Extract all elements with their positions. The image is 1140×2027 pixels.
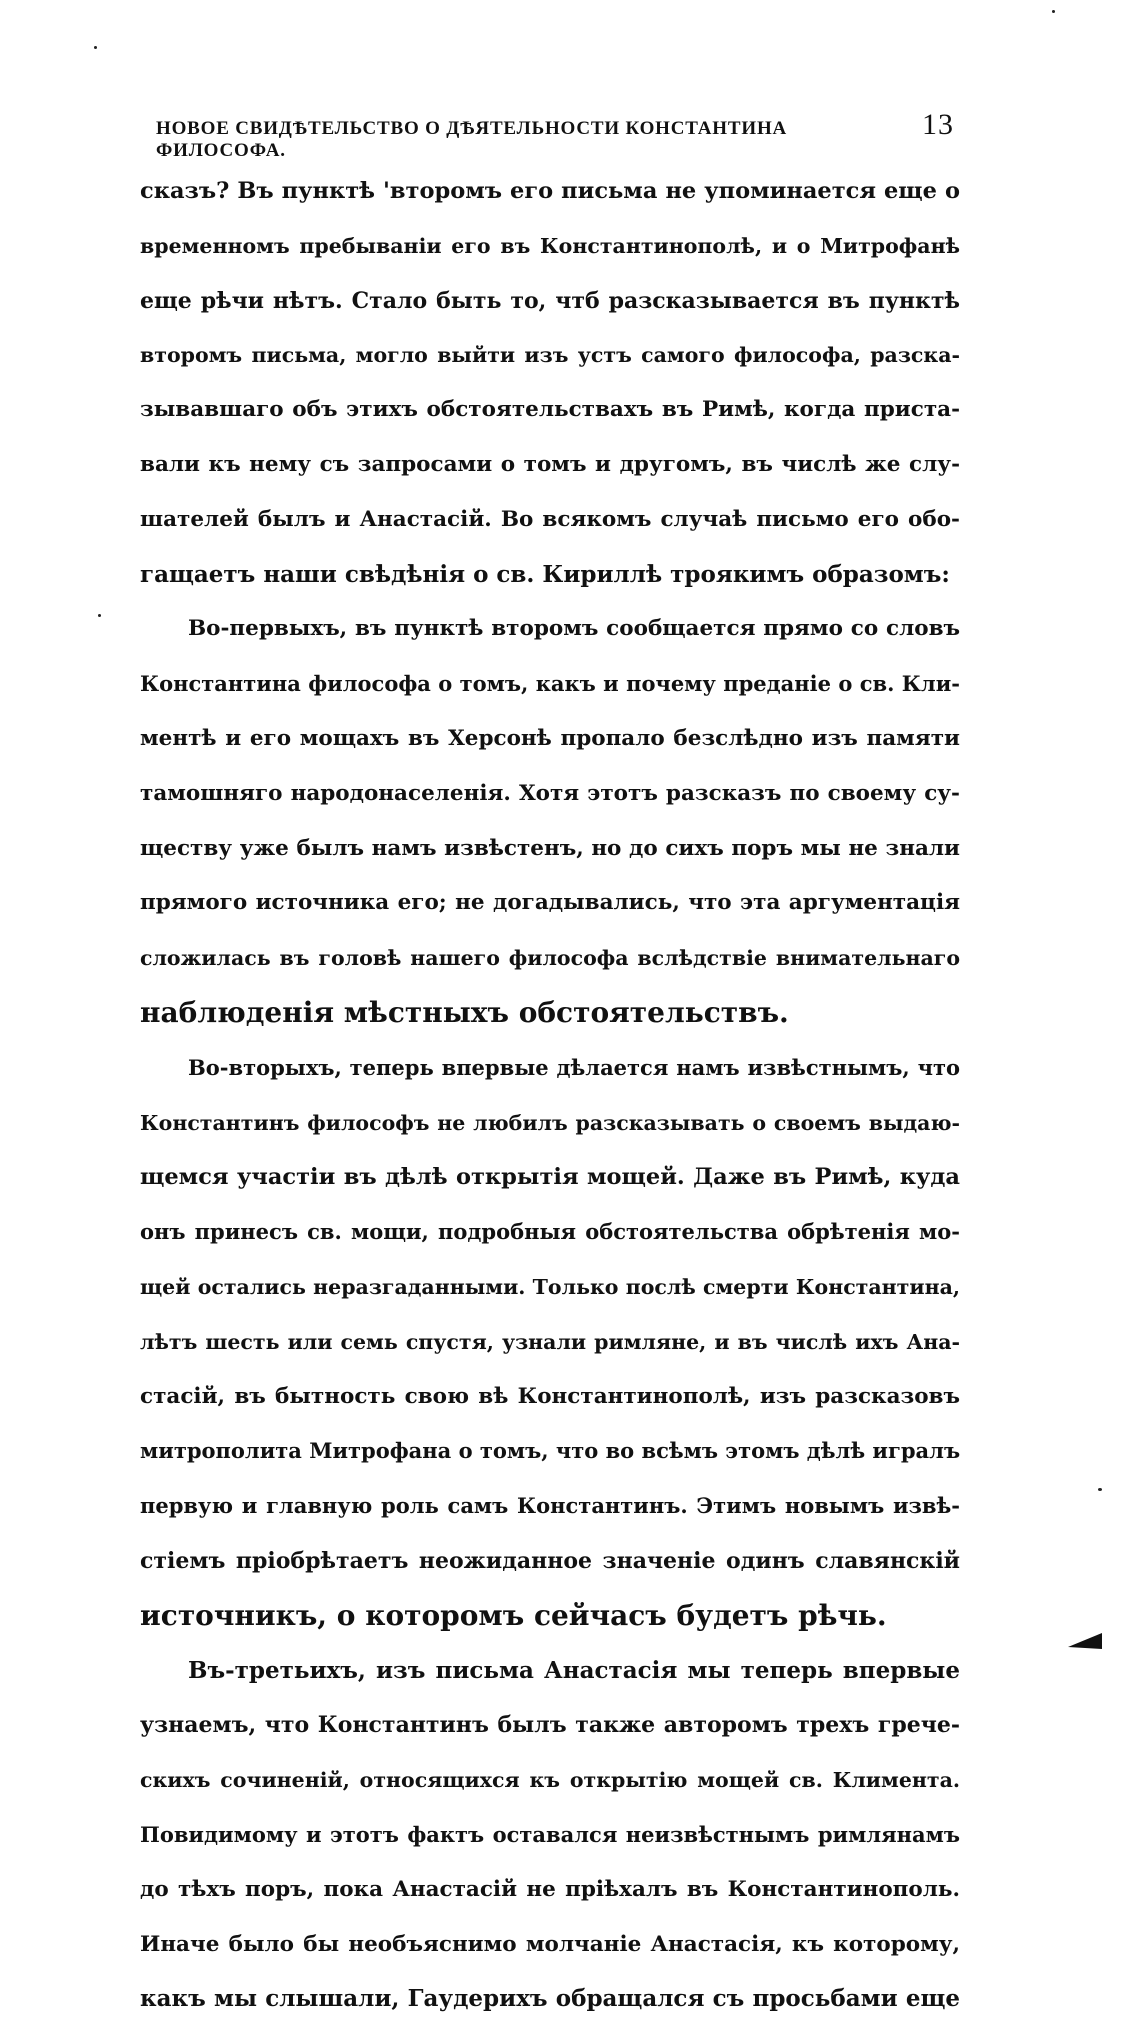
text-line: до тѣхъ поръ, пока Анастасій не пріѣхалъ въ Константинополь. (140, 1876, 960, 1902)
text-line: тамошняго народонаселенія. Хотя этотъ разсказъ по своему су- (140, 780, 960, 806)
text-line: еще рѣчи нѣтъ. Стало быть то, чтб разсказывается въ пунктѣ (140, 287, 960, 314)
text-line: стіемъ пріобрѣтаетъ неожиданное значеніе одинъ славянскій (140, 1547, 960, 1574)
paragraph-first-line: Въ-третьихъ, изъ письма Анастасія мы теперь впервые (188, 1656, 960, 1684)
text-line: первую и главную роль самъ Константинъ. Этимъ новымъ извѣ- (140, 1493, 960, 1519)
text-line: митрополита Митрофана о томъ, что во всѣмъ этомъ дѣлѣ игралъ (140, 1438, 960, 1464)
text-line: Иначе было бы необъяснимо молчаніе Анастасія, къ которому, (140, 1931, 960, 1957)
text-line: прямого источника его; не догадывались, что эта аргументація (140, 890, 960, 916)
text-line: стасій, въ бытность свою вѣ Константинополѣ, изъ разсказовъ (140, 1383, 960, 1409)
body-text (140, 164, 960, 2027)
scan-speck (1052, 10, 1055, 13)
text-line: Константина философа о томъ, какъ и почему преданіе о св. Кли- (140, 671, 960, 697)
text-line: зывавшаго объ этихъ обстоятельствахъ въ Римѣ, когда приста- (140, 397, 960, 423)
text-line: онъ принесъ св. мощи, подробныя обстоятельства обрѣтенія мо- (140, 1219, 960, 1245)
text-line: Константинъ философъ не любилъ разсказывать о своемъ выдаю- (140, 1110, 960, 1135)
page-number: 13 (922, 108, 954, 141)
text-line: ментѣ и его мощахъ въ Херсонѣ пропало безслѣдно изъ памяти (140, 725, 960, 751)
text-line: вали къ нему съ запросами о томъ и другомъ, въ числѣ же слу- (140, 451, 960, 477)
text-line: наблюденія мѣстныхъ обстоятельствъ. (140, 995, 789, 1029)
text-line: ществу уже былъ намъ извѣстенъ, но до сихъ поръ мы не знали (140, 835, 960, 861)
scan-mark-icon (1068, 1633, 1102, 1649)
text-line: источникъ, о которомъ сейчасъ будетъ рѣчь. (140, 1598, 887, 1632)
scan-speck (94, 46, 97, 49)
text-line: временномъ пребываніи его въ Константинополѣ, и о Митрофанѣ (140, 233, 960, 258)
running-head (156, 108, 954, 161)
text-line: Повидимому и этотъ фактъ оставался неизвѣстнымъ римлянамъ (140, 1821, 960, 1847)
scan-speck (1098, 1488, 1102, 1491)
text-line: щемся участіи въ дѣлѣ открытія мощей. Даже въ Римѣ, куда (140, 1164, 960, 1191)
paragraph-first-line: Во-первыхъ, въ пунктѣ второмъ сообщается прямо со словъ (188, 616, 960, 642)
text-line: второмъ письма, могло выйти изъ устъ самого философа, разска- (140, 343, 960, 368)
text-line: сложилась въ головѣ нашего философа вслѣдствіе внимательнаго (140, 946, 960, 971)
text-line: шателей былъ и Анастасій. Во всякомъ случаѣ письмо его обо- (140, 506, 960, 532)
scan-speck (98, 614, 101, 617)
text-line: скихъ сочиненій, относящихся къ открытію мощей св. Климента. (140, 1768, 960, 1793)
running-title: НОВОЕ СВИДѢТЕЛЬСТВО О ДѢЯТЕЛЬНОСТИ КОНСТАНТИНА ФИЛОСОФА. (156, 118, 788, 161)
text-line: лѣтъ шесть или семь спустя, узнали римляне, и въ числѣ ихъ Ана- (140, 1329, 960, 1354)
paragraph-first-line: Во-вторыхъ, теперь впервые дѣлается намъ извѣстнымъ, что (188, 1054, 960, 1080)
text-line: узнаемъ, что Константинъ былъ также авторомъ трехъ грече- (140, 1712, 960, 1739)
text-line: гащаетъ наши свѣдѣнія о св. Кириллѣ троякимъ образомъ: (140, 560, 950, 588)
text-line: щей остались неразгаданными. Только послѣ смерти Константина, (140, 1274, 960, 1299)
text-line: какъ мы слышали, Гаудерихъ обращался съ просьбами еще (140, 1985, 960, 2013)
text-line: сказъ? Въ пунктѣ 'второмъ его письма не упоминается еще о (140, 178, 960, 204)
